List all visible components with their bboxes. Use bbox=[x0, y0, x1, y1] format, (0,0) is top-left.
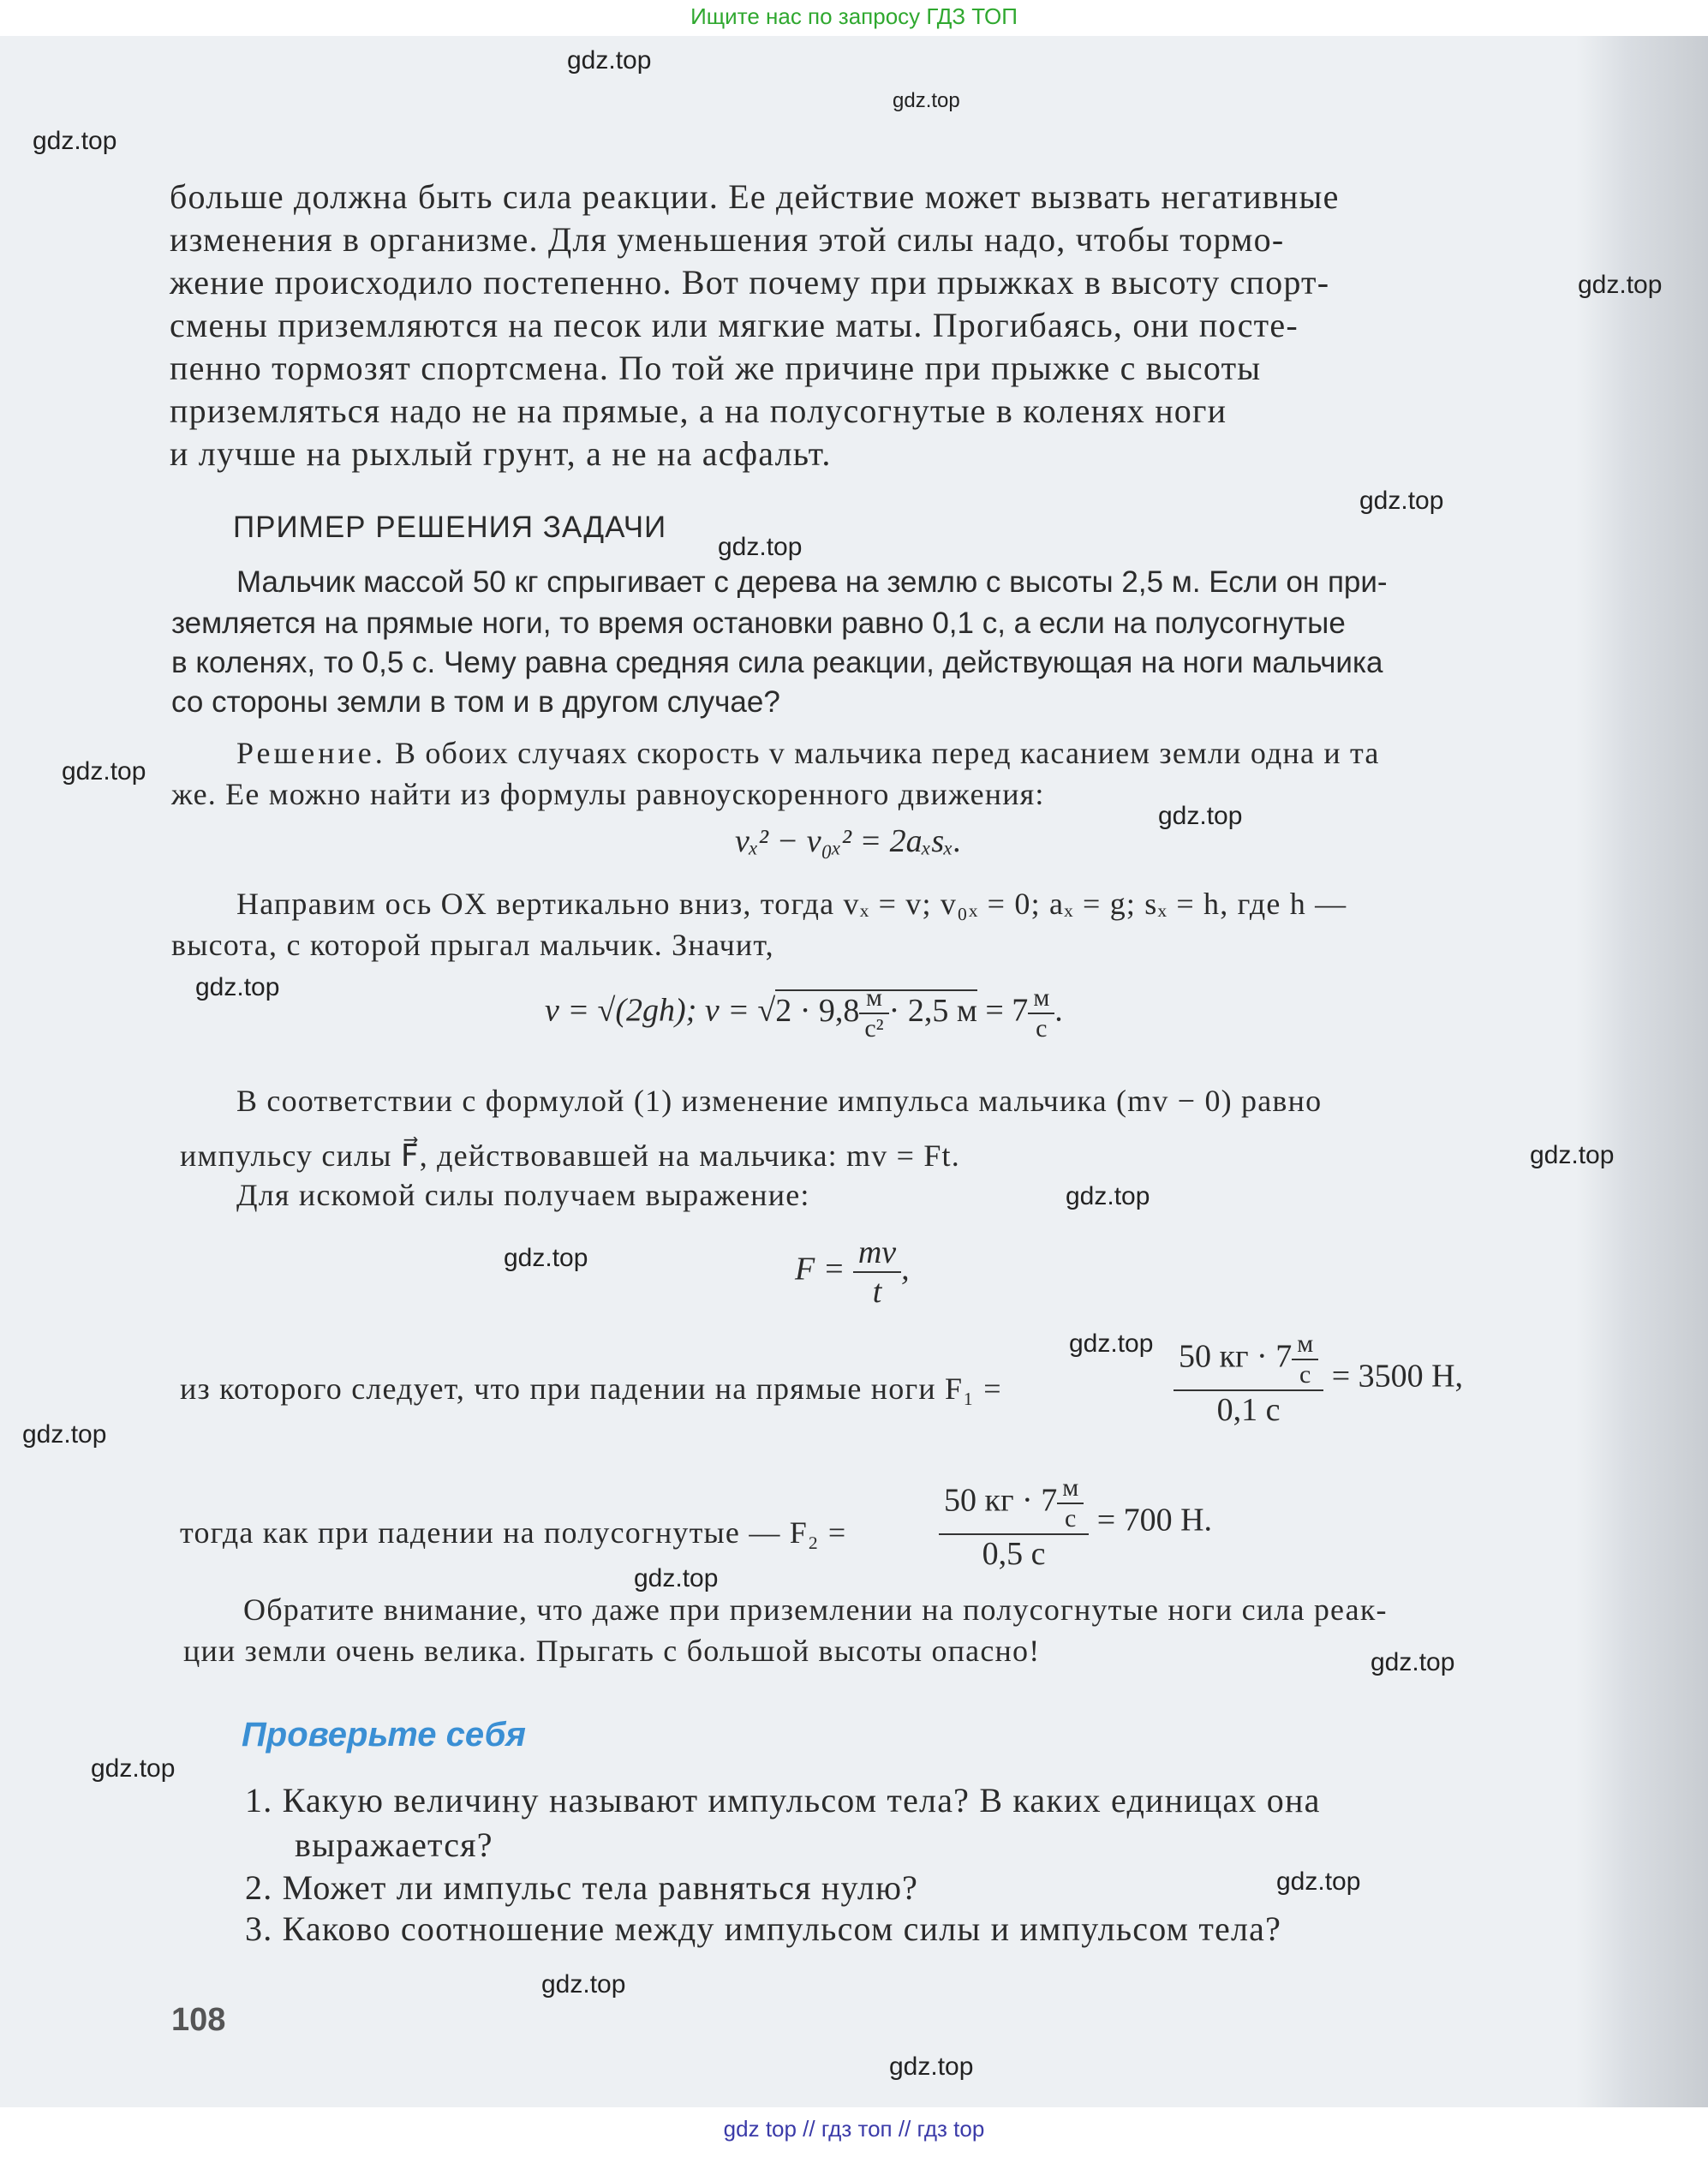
f1-den: 0,1 с bbox=[1216, 1392, 1281, 1428]
solution-line: Направим ось OX вертикально вниз, тогда vₓ = v; v₀ₓ = 0; aₓ = g; sₓ = h, где h — bbox=[236, 887, 1347, 921]
page-spine-shadow bbox=[1576, 36, 1708, 2107]
watermark: gdz.top bbox=[541, 1970, 626, 1999]
f2-fraction bbox=[939, 1473, 1089, 1573]
f2-unit-num: м bbox=[1057, 1473, 1084, 1504]
result-unit-den: с bbox=[1036, 1014, 1048, 1043]
solution-line: Для искомой силы получаем выражение: bbox=[236, 1178, 810, 1212]
watermark: gdz.top bbox=[195, 973, 280, 1001]
paragraph-line: жение происходило постепенно. Вот почему при прыжках в высоту спорт- bbox=[170, 263, 1330, 302]
watermark: gdz.top bbox=[1276, 1867, 1361, 1896]
watermark: gdz.top bbox=[1359, 487, 1444, 515]
formula-force bbox=[795, 1234, 910, 1311]
f1-result: = 3500 Н, bbox=[1331, 1358, 1464, 1395]
watermark: gdz.top bbox=[634, 1564, 719, 1592]
unit-den: с² bbox=[864, 1014, 884, 1043]
paragraph-line: и лучше на рыхлый грунт, а не на асфальт. bbox=[170, 434, 832, 473]
note-line: ции земли очень велика. Прыгать с большой высоты опасно! bbox=[183, 1634, 1041, 1668]
formula-kinematics: vₓ² − v₀ₓ² = 2aₓsₓ. bbox=[735, 823, 962, 859]
watermark: gdz.top bbox=[1530, 1141, 1615, 1169]
watermark: gdz.top bbox=[889, 2052, 974, 2081]
force-num: mv bbox=[853, 1234, 901, 1273]
formula-f2 bbox=[939, 1473, 1212, 1573]
radicand-a: 2 · 9,8 bbox=[775, 992, 860, 1029]
unit-num: м bbox=[859, 983, 888, 1014]
watermark: gdz.top bbox=[62, 757, 146, 786]
solution-line: из которого следует, что при падении на прямые ноги F₁ = bbox=[180, 1371, 1002, 1406]
result-unit-num: м bbox=[1028, 983, 1054, 1014]
formula-velocity-left: v = √(2gh); v = √ bbox=[545, 992, 776, 1029]
watermark: gdz.top bbox=[1578, 271, 1663, 299]
watermark: gdz.top bbox=[22, 1420, 107, 1449]
solution-line: импульсу силы F⃗, действовавшей на мальчика: mv = Ft. bbox=[180, 1138, 960, 1173]
note-line: Обратите внимание, что даже при приземлении на полусогнутые ноги сила реак- bbox=[243, 1592, 1388, 1627]
force-den: t bbox=[872, 1274, 882, 1310]
formula-end: . bbox=[1054, 992, 1063, 1029]
solution-line: высота, с которой прыгал мальчик. Значит, bbox=[171, 928, 774, 962]
paragraph-line: смены приземляются на песок или мягкие маты. Прогибаясь, они посте- bbox=[170, 306, 1299, 344]
watermark: gdz.top bbox=[567, 46, 652, 75]
paragraph-line: приземляться надо не на прямые, а на полусогнутые в коленях ноги bbox=[170, 391, 1227, 430]
watermark: gdz.top bbox=[504, 1244, 588, 1272]
f1-unit-num: м bbox=[1292, 1329, 1318, 1360]
force-left: F = bbox=[795, 1251, 845, 1288]
watermark: gdz.top bbox=[1158, 802, 1243, 830]
f1-fraction bbox=[1174, 1329, 1323, 1429]
paragraph-line: больше должна быть сила реакции. Ее действие может вызвать негативные bbox=[170, 177, 1340, 216]
page-number: 108 bbox=[171, 2002, 226, 2038]
question-item: 1. Какую величину называют импульсом тела? В каких единицах она bbox=[245, 1781, 1321, 1819]
paragraph-line: пенно тормозят спортсмена. По той же причине при прыжке с высоты bbox=[170, 349, 1262, 387]
velocity-result: = 7 bbox=[985, 992, 1029, 1029]
watermark: gdz.top bbox=[33, 127, 117, 155]
problem-line: в коленях, то 0,5 с. Чему равна средняя сила реакции, действующая на ноги мальчика bbox=[171, 646, 1383, 679]
example-heading: ПРИМЕР РЕШЕНИЯ ЗАДАЧИ bbox=[233, 511, 667, 544]
force-fraction bbox=[853, 1234, 901, 1311]
f1-num bbox=[1174, 1329, 1323, 1391]
f2-result: = 700 Н. bbox=[1096, 1502, 1213, 1539]
f1-num-text: 50 кг · 7 bbox=[1179, 1338, 1293, 1375]
radicand-b: · 2,5 м bbox=[888, 992, 977, 1029]
f2-unit-den: с bbox=[1065, 1504, 1077, 1533]
radical-overline bbox=[775, 983, 977, 1043]
solution-label: Решение. bbox=[236, 736, 386, 770]
f2-den: 0,5 с bbox=[982, 1536, 1046, 1572]
solution-text: В обоих случаях скорость v мальчика перед касанием земли одна и та bbox=[394, 736, 1380, 770]
f1-unit-den: с bbox=[1299, 1360, 1311, 1389]
unit-fraction bbox=[859, 983, 888, 1043]
question-item: 2. Может ли импульс тела равняться нулю? bbox=[245, 1868, 919, 1907]
top-banner[interactable]: Ищите нас по запросу ГДЗ ТОП bbox=[690, 3, 1018, 29]
f2-num bbox=[939, 1473, 1089, 1535]
f1-unit bbox=[1292, 1329, 1318, 1389]
question-item: выражается? bbox=[295, 1825, 493, 1864]
watermark: gdz.top bbox=[1066, 1182, 1150, 1210]
problem-line: земляется на прямые ноги, то время остановки равно 0,1 с, а если на полусогнутые bbox=[171, 606, 1346, 640]
formula-velocity bbox=[545, 983, 1063, 1043]
watermark: gdz.top bbox=[1371, 1648, 1455, 1676]
f2-num-text: 50 кг · 7 bbox=[944, 1482, 1058, 1519]
solution-line: тогда как при падении на полусогнутые — F₂ = bbox=[180, 1515, 847, 1550]
result-unit-fraction bbox=[1028, 983, 1054, 1043]
solution-line: же. Ее можно найти из формулы равноускоренного движения: bbox=[171, 777, 1045, 811]
watermark: gdz.top bbox=[91, 1754, 176, 1783]
watermark: gdz.top bbox=[718, 533, 803, 561]
problem-line: Мальчик массой 50 кг спрыгивает с дерева на землю с высоты 2,5 м. Если он при- bbox=[236, 565, 1388, 599]
paragraph-line: изменения в организме. Для уменьшения этой силы надо, чтобы тормо- bbox=[170, 220, 1285, 259]
solution-line bbox=[236, 735, 1380, 771]
question-item: 3. Каково соотношение между импульсом силы и импульсом тела? bbox=[245, 1909, 1282, 1948]
f2-unit bbox=[1057, 1473, 1084, 1533]
formula-f1 bbox=[1174, 1329, 1463, 1429]
bottom-banner[interactable]: gdz top // гдз топ // гдз top bbox=[723, 2116, 985, 2142]
watermark: gdz.top bbox=[1069, 1329, 1154, 1358]
check-title: Проверьте себя bbox=[242, 1716, 526, 1754]
solution-line: В соответствии с формулой (1) изменение импульса мальчика (mv − 0) равно bbox=[236, 1084, 1323, 1118]
problem-line: со стороны земли в том и в другом случае? bbox=[171, 685, 780, 719]
force-end: , bbox=[901, 1251, 910, 1288]
watermark: gdz.top bbox=[893, 89, 960, 112]
